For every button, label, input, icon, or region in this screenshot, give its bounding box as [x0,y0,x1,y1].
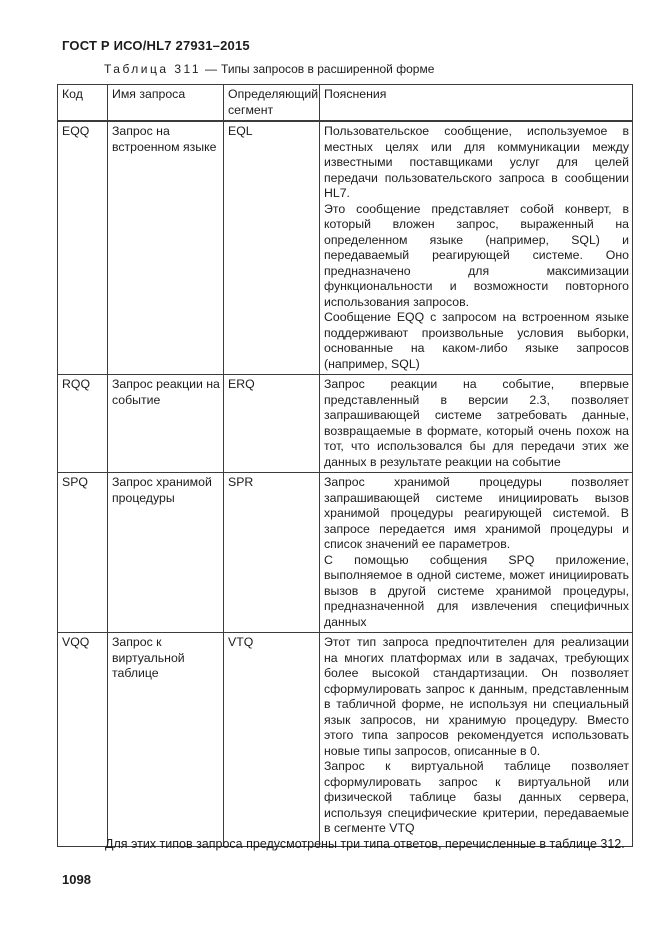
cell-code: SPQ [58,473,108,633]
column-header-code: Код [58,85,108,122]
table-caption-title: Типы запросов в расширенной форме [221,62,435,76]
explanation-paragraph: Это сообщение представляет собой конверт, в который вложен запрос, выраженный на определенном языке (например, SQL) и передаваемый реагирующей системе. Оно предназначено для максимизации функциональности и возможности повторного использования запросов. [324,201,629,309]
table-caption-label: Таблица 311 [104,62,202,76]
cell-code: RQQ [58,375,108,473]
explanation-paragraph: Запрос хранимой процедуры позволяет запрашивающей системе инициировать вызов хранимой процедуры реагирующей системой. В запросе передается имя хранимой процедуры и список значений ее параметров. [324,475,629,551]
cell-explanation [320,473,633,633]
query-types-table [57,84,633,847]
column-header-segment: Определяющий сегмент [224,85,320,122]
table-row-eqq [58,121,633,375]
page-number: 1098 [62,872,91,887]
cell-segment: VTQ [224,633,320,847]
table-caption-dash: — [205,62,218,76]
cell-code: EQQ [58,121,108,375]
explanation-paragraph: Пользовательское сообщение, используемое в местных целях или для коммуникации между известными поставщиками услуг для целей передачи пользовательского запроса в сообщении HL7. [324,124,629,200]
explanation-paragraph: Запрос к виртуальной таблице позволяет сформулировать запрос к виртуальной или физической таблице базы данных сервера, используя специфические критерии, передаваемые в сегменте VTQ [324,759,629,835]
table-header-row [58,85,633,122]
cell-segment: SPR [224,473,320,633]
cell-explanation [320,633,633,847]
explanation-paragraph: Запрос реакции на событие, впервые представленный в версии 2.3, позволяет запрашивающей системе затребовать данные, возвращаемые в формате, который очень похож на тот, что использовался бы для передачи этих же данных в результате реакции на событие [324,377,629,469]
cell-query-name: Запрос хранимой процедуры [108,473,224,633]
footer-paragraph: Для этих типов запроса предусмотрены три типа ответов, перечисленные в таблице 312. [105,837,625,851]
document-header: ГОСТ Р ИСО/HL7 27931–2015 [62,38,250,53]
cell-explanation [320,375,633,473]
explanation-paragraph: Сообщение EQQ с запросом на встроенном языке поддерживают произвольные условия выборки, основанные на каком-либо языке запросов (например, SQL) [324,310,629,371]
cell-explanation [320,121,633,375]
cell-query-name: Запрос реакции на событие [108,375,224,473]
explanation-paragraph: С помощью собщения SPQ приложение, выполняемое в одной системе, может инициировать вызов в другой системе хранимой процедуры, предназначенной для извлечения специфичных данных [324,552,629,629]
column-header-explanation: Пояснения [320,85,633,122]
cell-query-name: Запрос к виртуальной таблице [108,633,224,847]
table-row-spq [58,473,633,633]
cell-segment: ERQ [224,375,320,473]
cell-query-name: Запрос на встроенном языке [108,121,224,375]
cell-segment: EQL [224,121,320,375]
column-header-name: Имя запроса [108,85,224,122]
cell-code: VQQ [58,633,108,847]
table-row-rqq [58,375,633,473]
explanation-paragraph: Этот тип запроса предпочтителен для реализации на многих платформах или в задачах, требующих более высокой стандартизации. Он позволяет сформулировать запрос к данным, представленным в табличной форме, не используя ни специальный язык запросов, ни хранимую процедуру. Вместо этого типа запросов рекомендуется использовать новые типы запросов, описанные в 0. [324,635,629,758]
table-row-vqq [58,633,633,847]
table-caption [104,62,434,76]
